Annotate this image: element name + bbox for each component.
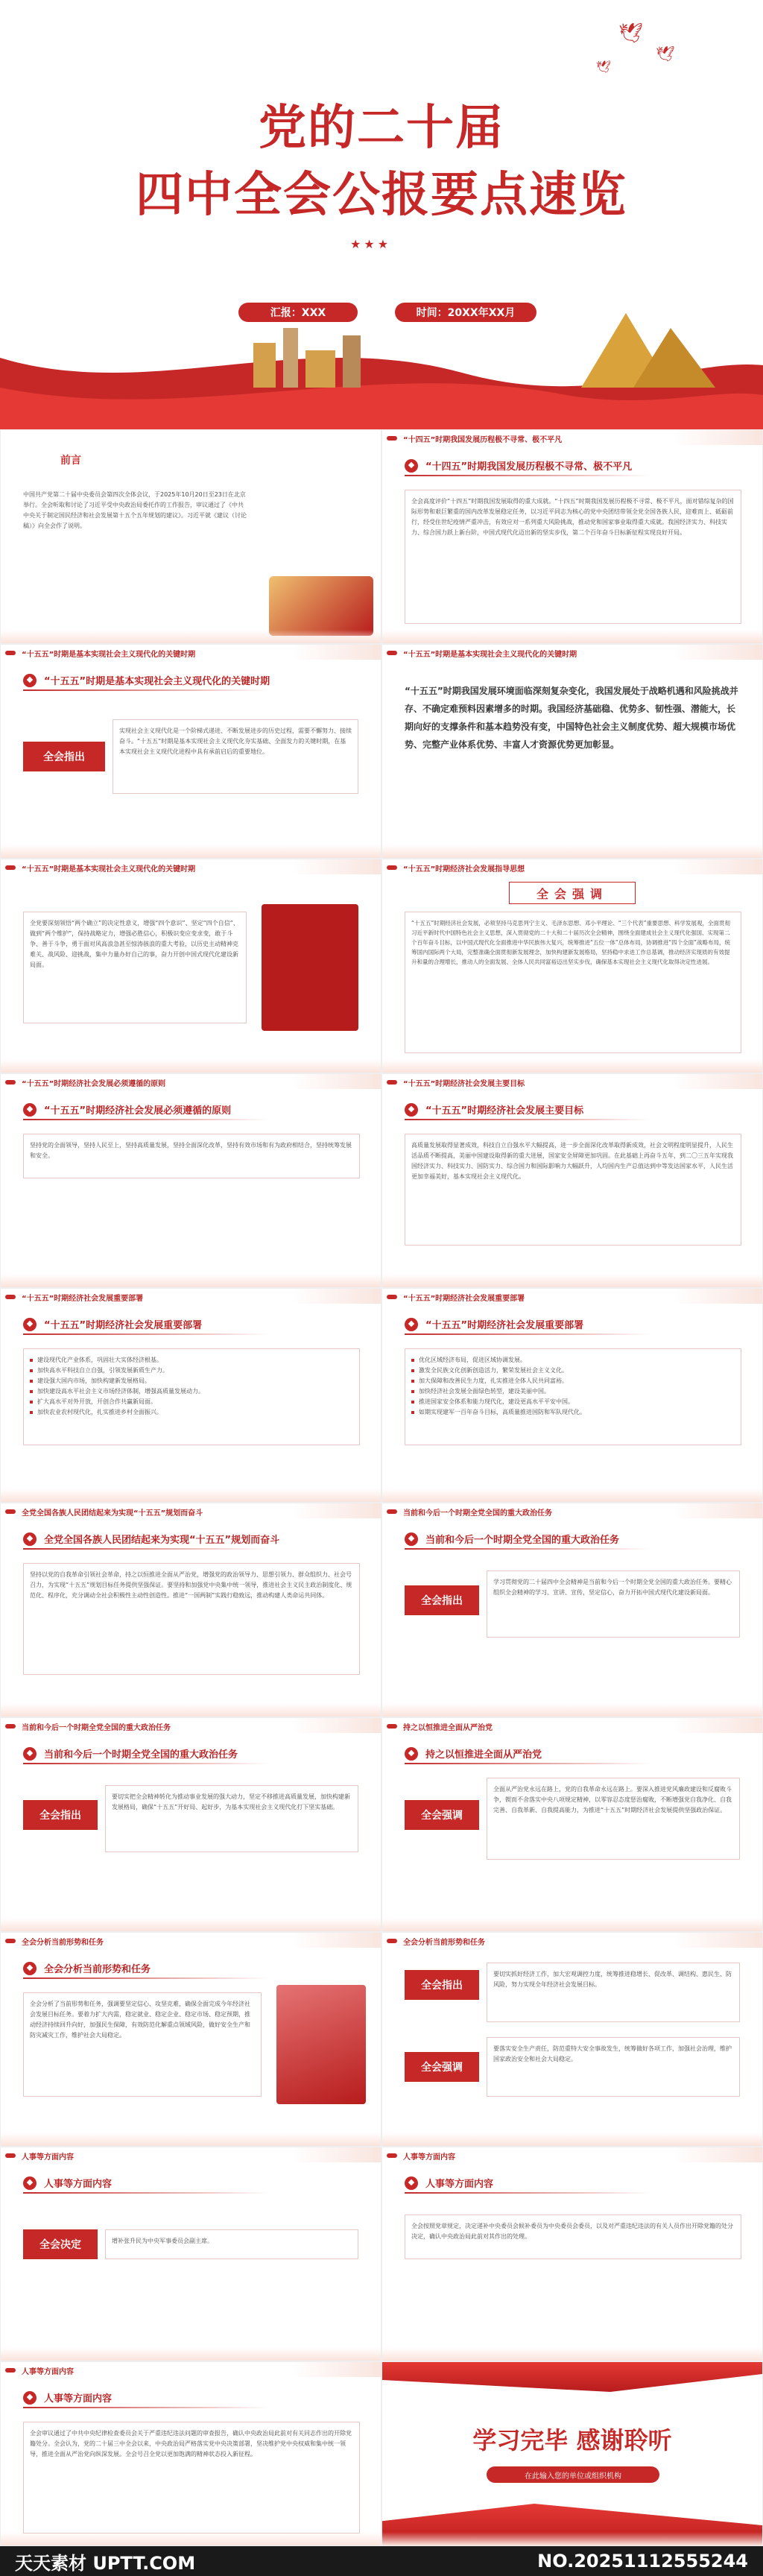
list-item: 扩大高水平对外开放，开创合作共赢新局面。 — [30, 1397, 353, 1407]
meeting-points-label: 全会指出 — [405, 1970, 479, 2000]
content-box: 高质量发展取得显著成效，科技自立自强水平大幅提高，进一步全面深化改革取得新成效，社会文明程度明显提升，人民生活品质不断提高，美丽中国建设取得新的重大进展，国家安全屏障更加巩固。在此基础上再奋斗五年，到二〇三五年实现我国经济实力、科技实力、国防实力、综合国力和国际影响力大幅跃升，人均国内生产总值达到中等发达国家水平，人民生活更加幸福美好，基本实现社会主义现代化。 — [405, 1134, 741, 1246]
header-swirl — [291, 1074, 381, 1089]
cover-title-line2: 四中全会公报要点速览 — [136, 167, 627, 223]
slide-header: 全党全国各族人民团结起来为实现“十五五”规划而奋斗 — [1, 1503, 381, 1520]
title-underline — [23, 1763, 269, 1764]
deployment-list — [30, 1355, 353, 1418]
header-swirl — [291, 645, 381, 660]
header-swirl — [673, 1074, 762, 1089]
header-swirl — [673, 859, 762, 874]
content-box: 全面从严治党永远在路上，党的自我革命永远在路上。要深入推进党风廉政建设和反腐败斗争，锲而不舍落实中央八项规定精神，以零容忍态度惩治腐败，不断增强党自我净化、自我完善、自我革新、自我提高能力，为推进“十五五”时期经济社会发展提供坚强政治保证。 — [487, 1778, 740, 1860]
slide-thanks — [382, 2361, 763, 2546]
title-underline — [23, 1548, 269, 1550]
meeting-points-label: 全会指出 — [405, 1585, 479, 1615]
emphasis-title: 全会强调 — [509, 882, 636, 904]
title-underline — [405, 1119, 650, 1120]
slide-strict-governance — [382, 1717, 763, 1932]
header-swirl — [291, 1289, 381, 1304]
title-underline — [23, 1977, 269, 1979]
title-underline — [23, 2192, 269, 2194]
content-box: 要切实把全会精神转化为推动事业发展的强大动力，坚定不移推进高质量发展，加快构建新发展格局，确保“十五五”开好局、起好步，为基本实现社会主义现代化打下坚实基础。 — [105, 1785, 358, 1852]
slide-header: “十五五”时期经济社会发展重要部署 — [382, 1289, 762, 1305]
header-swirl — [291, 1503, 381, 1518]
deployment-list — [411, 1355, 735, 1418]
title-underline — [405, 1333, 650, 1335]
slide-title: “十五五”时期经济社会发展重要部署 — [23, 1317, 202, 1331]
slide-title: 全党全国各族人民团结起来为实现“十五五”规划而奋斗 — [23, 1532, 279, 1546]
content-box: “十五五”时期经济社会发展，必须坚持马克思列宁主义、毛泽东思想、邓小平理论、“三个代表”重要思想、科学发展观，全面贯彻习近平新时代中国特色社会主义思想，深入贯彻党的二十大和二十届历次全会精神，围绕全面建成社会主义现代化强国、实现第二个百年奋斗目标，以中国式现代化全面推进中华民族伟大复兴，统筹推进“五位一体”总体布局，协调推进“四个全面”战略布局，统筹国内国际两个大局，完整准确全面贯彻新发展理念，加快构建新发展格局，坚持稳中求进工作总基调，推动经济实现质的有效提升和量的合理增长，推动人的全面发展、全体人民共同富裕迈出坚实步伐，确保基本实现社会主义现代化取得决定性进展。 — [405, 912, 741, 1053]
slide-14th-five-year — [382, 429, 763, 644]
meeting-emphasis-label: 全会强调 — [405, 2052, 479, 2082]
header-swirl — [291, 1718, 381, 1733]
content-box: 学习贯彻党的二十届四中全会精神是当前和今后一个时期全党全国的重大政治任务。要精心组织全会精神的学习、宣讲、宣传，坚定信心，奋力开拓中国式现代化建设新局面。 — [487, 1570, 740, 1638]
emphasis-paragraph: “十五五”时期我国发展环境面临深刻复杂变化，我国发展处于战略机遇和风险挑战并存、不确定难预料因素增多的时期。我国经济基础稳、优势多、韧性强、潜能大，长期向好的支撑条件和基本趋势没有变，中国特色社会主义制度优势、超大规模市场优势、完整产业体系优势、丰富人才资源优势更加彰显。 — [405, 686, 738, 750]
content-box: 全党要深刻领悟“两个确立”的决定性意义，增强“四个意识”、坚定“四个自信”、做到“两个维护”，保持战略定力，增强必胜信心，积极识变应变求变，敢于斗争、善于斗争，勇于面对风高浪急甚至惊涛骇浪的重大考验，以历史主动精神克难关、战风险、迎挑战，集中力量办好自己的事，奋力开创中国式现代化建设新局面。 — [23, 912, 247, 1023]
organization-pill: 在此输入您的单位或组织机构 — [487, 2466, 659, 2483]
slide-header: “十五五”时期经济社会发展重要部署 — [1, 1289, 381, 1305]
content-box: 全会审议通过了中共中央纪律检查委员会关于严重违纪违法问题的审查报告，确认中央政治局此前对有关同志作出的开除党籍处分。全会认为，党的二十届三中全会以来，中央政治局严格落实党中央决策部署，坚决维护党中央权威和集中统一领导，推进全面从严治党向纵深发展。全会号召全党以更加饱满的精神状态投入新征程。 — [23, 2422, 360, 2534]
slide-title: 当前和今后一个时期全党全国的重大政治任务 — [23, 1746, 238, 1761]
list-item: 优化区域经济布局，促进区域协调发展。 — [411, 1355, 735, 1366]
dove-icon: 🕊 — [618, 22, 644, 45]
preface-body: 中国共产党第二十届中央委员会第四次全体会议，于2025年10月20日至23日在北京举行。全会听取和讨论了习近平受中央政治局委托作的工作报告，审议通过了《中共中央关于制定国民经济和社会发展第十五个五年规划的建议》。习近平就《建议（讨论稿）》向全会作了说明。 — [23, 491, 247, 529]
slide-title: “十五五”时期是基本实现社会主义现代化的关键时期 — [23, 673, 270, 687]
list-item: 加大保障和改善民生力度，扎实推进全体人民共同富裕。 — [411, 1376, 735, 1386]
watermark-footer — [0, 2546, 763, 2576]
slide-header: 当前和今后一个时期全党全国的重大政治任务 — [382, 1503, 762, 1520]
slide-header: 当前和今后一个时期全党全国的重大政治任务 — [1, 1718, 381, 1734]
slide-deployments-1 — [0, 1288, 382, 1503]
slide-header: 人事等方面内容 — [382, 2147, 762, 2164]
slide-header: “十五五”时期经济社会发展指导思想 — [382, 859, 762, 876]
cover-title-line1: 党的二十届 — [259, 100, 504, 156]
slide-header: “十四五”时期我国发展历程极不寻常、极不平凡 — [382, 430, 762, 446]
list-item: 如期实现建军一百年奋斗目标，高质量推进国防和军队现代化。 — [411, 1407, 735, 1418]
list-item: 加快高水平科技自立自强，引领发展新质生产力。 — [30, 1366, 353, 1376]
content-box: 实现社会主义现代化是一个阶梯式递进、不断发展进步的历史过程，需要不懈努力、接续奋斗。“十五五”时期是基本实现社会主义现代化夯实基础、全面发力的关键时期，在基本实现社会主义现代化进程中具有承前启后的重要地位。 — [113, 719, 358, 794]
slide-header: “十五五”时期经济社会发展主要目标 — [382, 1074, 762, 1090]
title-underline — [23, 689, 269, 691]
list-item: 加快农业农村现代化，扎实推进乡村全面振兴。 — [30, 1407, 353, 1418]
list-item: 推进国家安全体系和能力现代化，建设更高水平平安中国。 — [411, 1397, 735, 1407]
title-underline — [23, 2407, 269, 2408]
list-item: 激发全民族文化创新创造活力，繁荣发展社会主义文化。 — [411, 1366, 735, 1376]
slide-header: “十五五”时期经济社会发展必须遵循的原则 — [1, 1074, 381, 1090]
slide-title: 人事等方面内容 — [405, 2176, 493, 2190]
list-item: 建设强大国内市场，加快构建新发展格局。 — [30, 1376, 353, 1386]
meeting-decision-label: 全会决定 — [23, 2229, 98, 2259]
list-item: 加快经济社会发展全面绿色转型，建设美丽中国。 — [411, 1386, 735, 1397]
header-swirl — [291, 859, 381, 874]
slide-title: “十五五”时期经济社会发展必须遵循的原则 — [23, 1102, 231, 1117]
slide-header: “十五五”时期是基本实现社会主义现代化的关键时期 — [1, 859, 381, 876]
slide-title: 持之以恒推进全面从严治党 — [405, 1746, 542, 1761]
top-ribbon — [382, 2362, 762, 2392]
time-pill: 时间：20XX年XX月 — [395, 303, 536, 322]
header-swirl — [673, 1289, 762, 1304]
bottom-ribbon — [382, 2504, 762, 2546]
slide-personnel-1 — [0, 2147, 382, 2361]
slide-unite — [0, 1503, 382, 1717]
slide-header: 全会分析当前形势和任务 — [1, 1933, 381, 1949]
slide-title: 人事等方面内容 — [23, 2390, 112, 2405]
reporter-pill: 汇报：XXX — [238, 303, 358, 322]
header-swirl — [673, 1718, 762, 1733]
item-number: NO.20251112555244 — [537, 2551, 748, 2572]
slide-principles — [0, 1073, 382, 1288]
slide-15th-environment — [382, 644, 763, 859]
meeting-points-label: 全会指出 — [23, 742, 105, 771]
decorative-image — [276, 1985, 366, 2104]
fist-image — [262, 904, 358, 1031]
monument-image — [269, 576, 373, 636]
slide-header: “十五五”时期是基本实现社会主义现代化的关键时期 — [1, 645, 381, 661]
slide-15th-confidence — [0, 859, 382, 1073]
slide-main-goals — [382, 1073, 763, 1288]
title-underline — [405, 1548, 650, 1550]
meeting-points-label: 全会指出 — [23, 1800, 98, 1830]
slide-header: 人事等方面内容 — [1, 2362, 381, 2378]
slide-header: 持之以恒推进全面从严治党 — [382, 1718, 762, 1734]
slide-personnel-3 — [0, 2361, 382, 2546]
slide-title: 人事等方面内容 — [23, 2176, 112, 2190]
slide-preface — [0, 429, 382, 644]
slide-title: “十五五”时期经济社会发展重要部署 — [405, 1317, 583, 1331]
title-underline — [405, 475, 650, 476]
thanks-title: 学习完毕 感谢聆听 — [472, 2426, 672, 2455]
slide-header: “十五五”时期是基本实现社会主义现代化的关键时期 — [382, 645, 762, 661]
slide-header: 人事等方面内容 — [1, 2147, 381, 2164]
content-box: 坚持以党的自我革命引领社会革命，持之以恒推进全面从严治党，增强党的政治领导力、思想引领力、群众组织力、社会号召力，为实现“十五五”规划目标任务提供坚强保证。要坚持和加强党中央集中统一领导，推进社会主义民主政治制度化、规范化、程序化，充分调动全社会积极性主动性创造性。推进“一国两制”实践行稳致远，推动构建人类命运共同体。 — [23, 1563, 360, 1675]
preface-heading: 前言 — [60, 455, 81, 467]
header-swirl — [673, 430, 762, 445]
title-underline — [405, 1763, 650, 1764]
list-item: 建设现代化产业体系，巩固壮大实体经济根基。 — [30, 1355, 353, 1366]
slide-situation-1 — [0, 1932, 382, 2147]
header-swirl — [291, 1933, 381, 1948]
header-swirl — [291, 2362, 381, 2377]
content-box: 要落实安全生产责任，防范重特大安全事故发生，统筹做好各项工作，加强社会治理，维护国家政治安全和社会大局稳定。 — [487, 2037, 740, 2097]
title-underline — [23, 1333, 269, 1335]
slide-title: 当前和今后一个时期全党全国的重大政治任务 — [405, 1532, 619, 1546]
title-underline — [405, 2192, 650, 2194]
header-swirl — [673, 1933, 762, 1948]
slide-title: “十五五”时期经济社会发展主要目标 — [405, 1102, 583, 1117]
slide-15th-guiding-thought — [382, 859, 763, 1073]
content-box: 全会按照党章规定，决定递补中央委员会候补委员为中央委员会委员，以及对严重违纪违法的有关人员作出开除党籍的处分决定，确认中央政治局此前对其作出的处理。 — [405, 2214, 741, 2259]
slide-personnel-2 — [382, 2147, 763, 2361]
content-box: 坚持党的全面领导，坚持人民至上，坚持高质量发展，坚持全面深化改革，坚持有效市场和有为政府相结合，坚持统筹发展和安全。 — [23, 1134, 360, 1178]
header-swirl — [673, 645, 762, 660]
content-box: 增补张升民为中央军事委员会副主席。 — [105, 2229, 358, 2259]
slide-situation-2 — [382, 1932, 763, 2147]
slide-15th-key-period — [0, 644, 382, 859]
content-box: 全会分析了当前形势和任务，强调要坚定信心、攻坚克难，确保全面完成今年经济社会发展目标任务。要着力扩大内需，稳定就业、稳定企业、稳定市场、稳定预期，推动经济持续回升向好，加强民生保障，有效防范化解重点领域风险，做好安全生产和防灾减灾工作，维护社会大局稳定。 — [23, 1992, 262, 2097]
slide-title: 全会分析当前形势和任务 — [23, 1961, 151, 1975]
list-item: 加快建设高水平社会主义市场经济体制，增强高质量发展动力。 — [30, 1386, 353, 1397]
title-underline — [23, 1119, 269, 1120]
meeting-emphasis-label: 全会强调 — [405, 1800, 479, 1830]
header-swirl — [673, 1503, 762, 1518]
slide-deployments-2 — [382, 1288, 763, 1503]
dove-icon: 🕊 — [656, 45, 675, 63]
slide-political-task-2 — [0, 1717, 382, 1932]
header-swirl — [673, 2147, 762, 2162]
site-watermark: 天天素材 UPTT.COM — [15, 2552, 196, 2574]
cover-skyline-banner — [0, 313, 763, 429]
header-swirl — [291, 2147, 381, 2162]
star-divider-icon: ★★★ — [350, 237, 392, 251]
content-box: 全会高度评价“十四五”时期我国发展取得的重大成就。“十四五”时期我国发展历程极不寻常、极不平凡，面对错综复杂的国际形势和艰巨繁重的国内改革发展稳定任务，以习近平同志为核心的党中央团结带领全党全国各族人民，迎难而上、砥砺前行，经受住世纪疫情严重冲击，有效应对一系列重大风险挑战，推动党和国家事业取得重大成就。我国经济实力、科技实力、综合国力跃上新台阶，中国式现代化迈出新的坚实步伐，第二个百年奋斗目标新征程实现良好开局。 — [405, 490, 741, 624]
slide-title: “十四五”时期我国发展历程极不寻常、极不平凡 — [405, 458, 632, 473]
cover-slide — [0, 0, 763, 429]
dove-icon: 🕊 — [596, 60, 612, 74]
slide-header: 全会分析当前形势和任务 — [382, 1933, 762, 1949]
slide-political-task-1 — [382, 1503, 763, 1717]
content-box: 要切实抓好经济工作，加大宏观调控力度，统筹推进稳增长、促改革、调结构、惠民生、防风险，努力实现全年经济社会发展目标。 — [487, 1963, 740, 2022]
